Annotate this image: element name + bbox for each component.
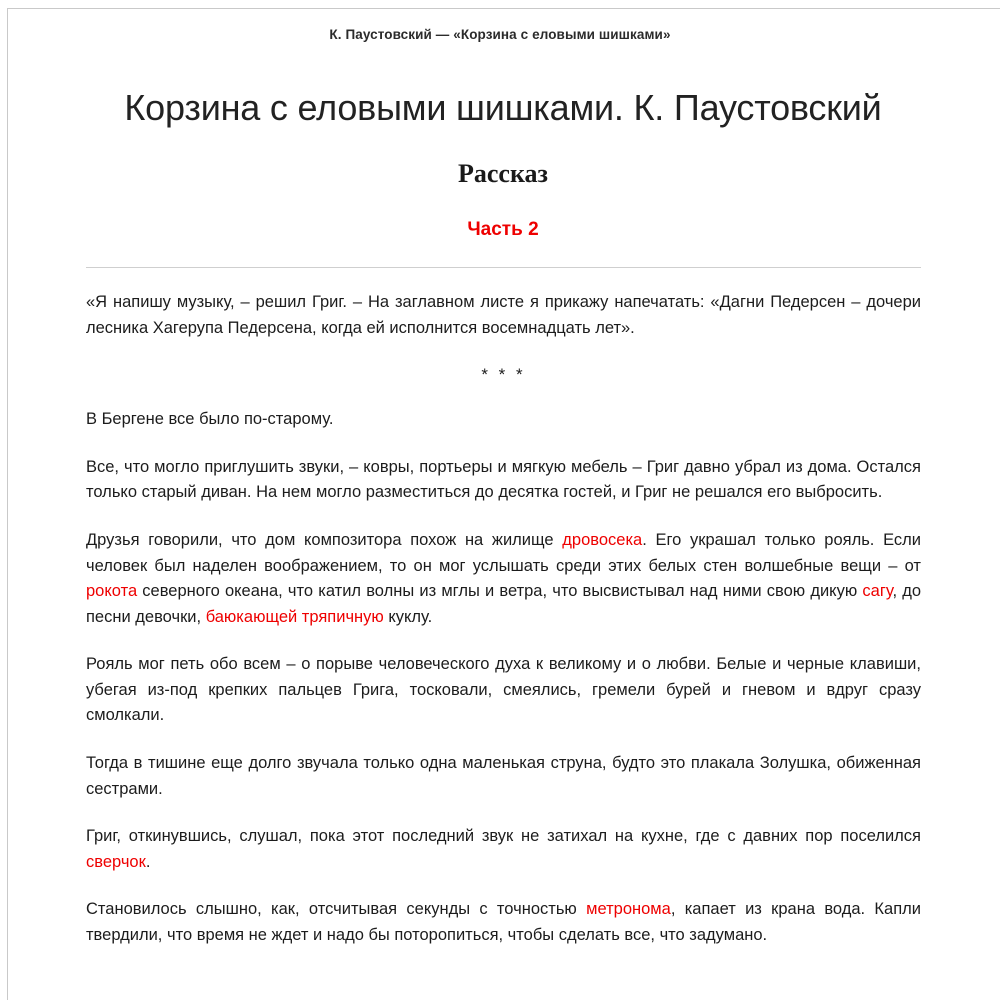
paragraph-4-text-4: , до песни девочки, [86,582,921,626]
paragraph-8-text-1: Становилось слышно, как, отсчитывая секунды с точностью [86,900,587,919]
paragraph-7 [86,824,921,875]
term-link-bayukayushchey-tryapichnuyu[interactable]: баюкающей тряпичную [205,607,384,626]
paragraph-7-text-1: Григ, откинувшись, слушал, пока этот последний звук не затихал на кухне, где с давних пор поселился [86,827,921,846]
paragraph-7-text-2: . [145,852,151,871]
scene-break: * * * [481,365,526,385]
paragraph-2: В Бергене все было по-старому. [86,410,334,429]
term-link-rokota[interactable]: рокота [86,582,138,601]
term-link-sverchok[interactable]: сверчок [86,852,146,871]
paragraph-8 [86,897,921,948]
paragraph-4-text-5: куклу. [383,607,433,626]
document-subtitle: Рассказ [458,159,548,189]
paragraph-8-text-2: , капает из крана вода. Капли твердили, что время не ждет и надо бы поторопиться, чтобы сделать все, что задумано. [86,900,921,944]
paragraph-6: Тогда в тишине еще долго звучала только одна маленькая струна, будто это плакала Золушка, обиженная сестрами. [86,753,921,798]
paragraph-3: Все, что могло приглушить звуки, – ковры, портьеры и мягкую мебель – Григ давно убрал из дома. Остался только старый диван. На нем могло разместиться до десятка гостей, и Григ не решался его выбросить. [86,457,921,502]
term-link-sagu[interactable]: сагу [862,582,893,601]
paragraph-1: «Я напишу музыку, – решил Григ. – На заглавном листе я прикажу напечатать: «Дагни Педерсен – дочери лесника Хагерупа Педерсена, когда ей исполнится восемнадцать лет». [86,293,921,337]
paragraph-4-text-3: северного океана, что катил волны из мглы и ветра, что высвистывал над ними свою дикую [137,582,863,601]
paragraph-4 [86,528,921,630]
page-title: Корзина с еловыми шишками. К. Паустовский [124,87,882,128]
site-header-title: К. Паустовский — «Корзина с еловыми шишками» [329,27,671,42]
paragraph-4-text-2: . Его украшал только рояль. Если человек был наделен воображением, то он мог услышать среди этих белых стен волшебные вещи – от [86,531,921,575]
paragraph-5: Рояль мог петь обо всем – о порыве человеческого духа к великому и о любви. Белые и черные клавиши, убегая из-под крепких пальцев Грига, тосковали, смеялись, гремели бурей и гневом и вдруг сразу смолкали. [86,655,921,725]
section-divider [86,267,921,268]
site-header [0,0,1000,44]
article-content [0,86,1000,948]
paragraph-4-text-1: Друзья говорили, что дом композитора похож на жилище [86,531,563,549]
term-link-metronoma[interactable]: метронома [586,900,671,919]
term-link-drovoseka[interactable]: дровосека [562,531,643,549]
part-heading: Часть 2 [467,219,539,241]
